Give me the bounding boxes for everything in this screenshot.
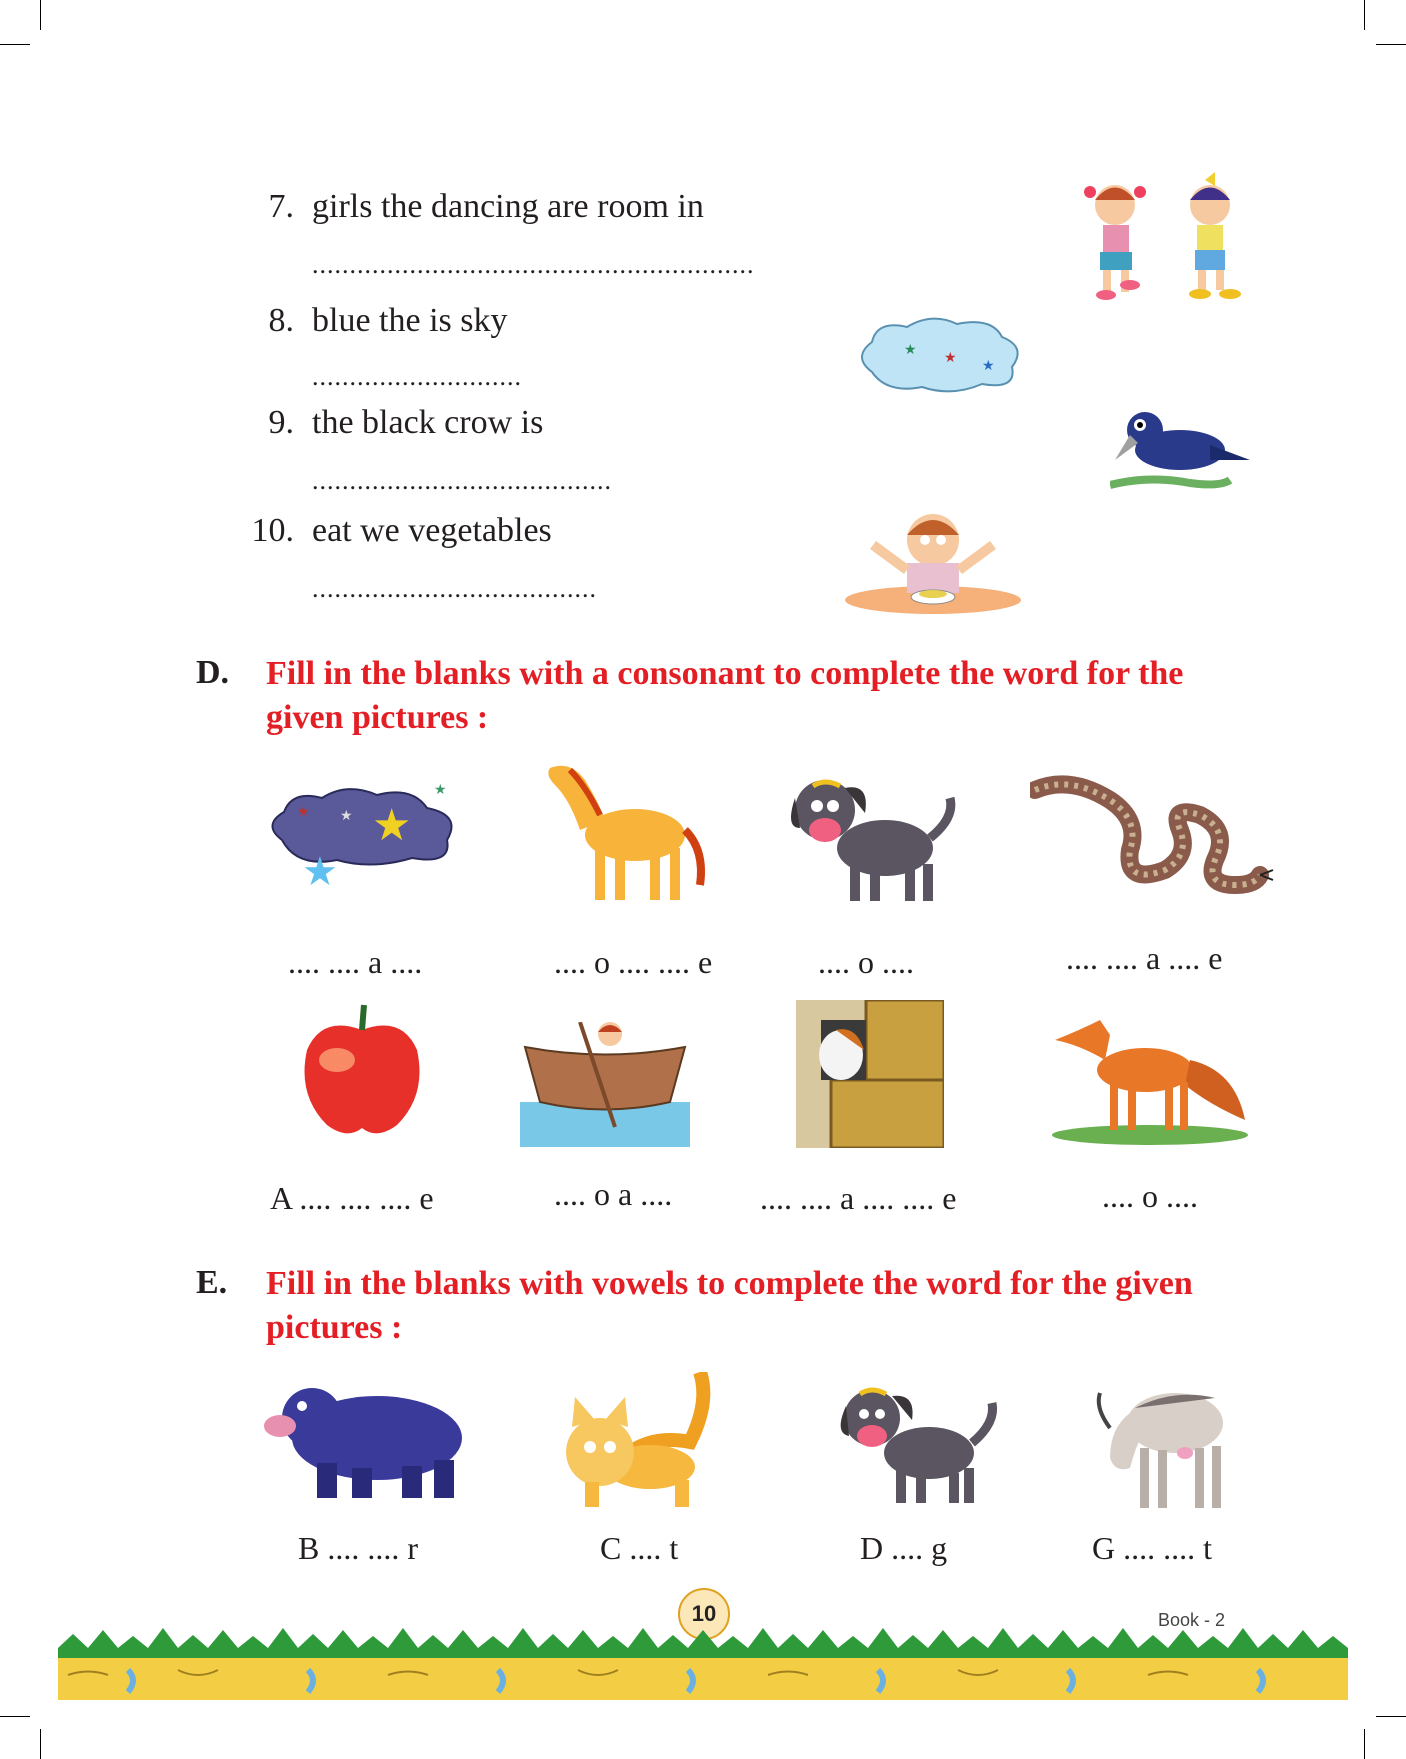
cat-picture xyxy=(550,1372,730,1517)
word-blank: .... .... a .... xyxy=(288,944,423,980)
boy-eating-picture xyxy=(843,505,1023,615)
crop-mark xyxy=(1376,44,1406,45)
question-number: 7. xyxy=(268,188,294,225)
night-cloud-picture xyxy=(262,780,462,890)
word-blank: .... o a .... xyxy=(554,1176,673,1212)
word-blank: .... o .... .... e xyxy=(554,944,713,980)
answer-line: ........................................................... xyxy=(312,250,755,279)
word-blank: D .... g xyxy=(860,1530,948,1566)
question-number: 9. xyxy=(268,404,294,441)
stable-horse-picture xyxy=(796,1000,944,1148)
dancing-girls-picture xyxy=(1070,170,1260,305)
answer-line: ........................................ xyxy=(312,466,612,495)
word-blank: A .... .... .... e xyxy=(270,1180,434,1216)
crop-mark xyxy=(0,44,30,45)
goat-picture xyxy=(1090,1368,1235,1516)
dog-picture xyxy=(775,768,965,908)
section-letter: E. xyxy=(196,1264,228,1301)
crop-mark xyxy=(1364,0,1365,30)
footer-decoration xyxy=(58,1620,1348,1700)
word-blank: .... o .... xyxy=(1102,1178,1198,1214)
question-number: 10. xyxy=(251,512,294,549)
crop-mark xyxy=(1376,1716,1406,1717)
word-blank: B .... .... r xyxy=(298,1530,418,1566)
fox-picture xyxy=(1050,1000,1250,1145)
answer-line: ...................................... xyxy=(312,574,597,603)
word-blank: .... .... a .... e xyxy=(1066,940,1223,976)
question-text: blue the is sky xyxy=(312,302,508,339)
svg-text:★: ★ xyxy=(302,849,338,890)
question-text: the black crow is xyxy=(312,404,544,441)
question-number: 8. xyxy=(268,302,294,339)
dog-picture xyxy=(824,1378,1004,1508)
svg-text:★: ★ xyxy=(434,783,447,798)
crop-mark xyxy=(1364,1729,1365,1759)
svg-text:★: ★ xyxy=(904,343,917,358)
snake-picture xyxy=(1030,775,1275,905)
bear-picture xyxy=(262,1378,472,1503)
section-title: Fill in the blanks with a consonant to complete the word for the given pictures : xyxy=(266,655,1184,736)
word-blank: .... .... a .... .... e xyxy=(760,1180,957,1216)
crop-mark xyxy=(40,0,41,30)
cloud-picture xyxy=(852,312,1027,397)
crop-mark xyxy=(40,1729,41,1759)
svg-text:★: ★ xyxy=(340,809,353,824)
crow-picture xyxy=(1110,405,1255,495)
question-text: eat we vegetables xyxy=(312,512,552,549)
word-blank: .... o .... xyxy=(818,944,914,980)
apple-picture xyxy=(292,1000,432,1140)
svg-text:★: ★ xyxy=(297,805,310,820)
crop-mark xyxy=(0,1716,30,1717)
horse-picture xyxy=(540,760,710,910)
section-title: Fill in the blanks with vowels to complete the word for the given pictures : xyxy=(266,1265,1193,1346)
svg-text:★: ★ xyxy=(944,351,957,366)
boat-picture xyxy=(520,1022,690,1152)
page-number: 10 xyxy=(678,1588,730,1640)
book-label: Book - 2 xyxy=(1158,1610,1226,1630)
question-text: girls the dancing are room in xyxy=(312,188,704,225)
section-letter: D. xyxy=(196,654,230,691)
answer-line: ............................ xyxy=(312,362,522,391)
svg-text:★: ★ xyxy=(982,359,995,374)
word-blank: C .... t xyxy=(600,1530,679,1566)
svg-text:★: ★ xyxy=(372,801,412,850)
word-blank: G .... .... t xyxy=(1092,1530,1212,1566)
